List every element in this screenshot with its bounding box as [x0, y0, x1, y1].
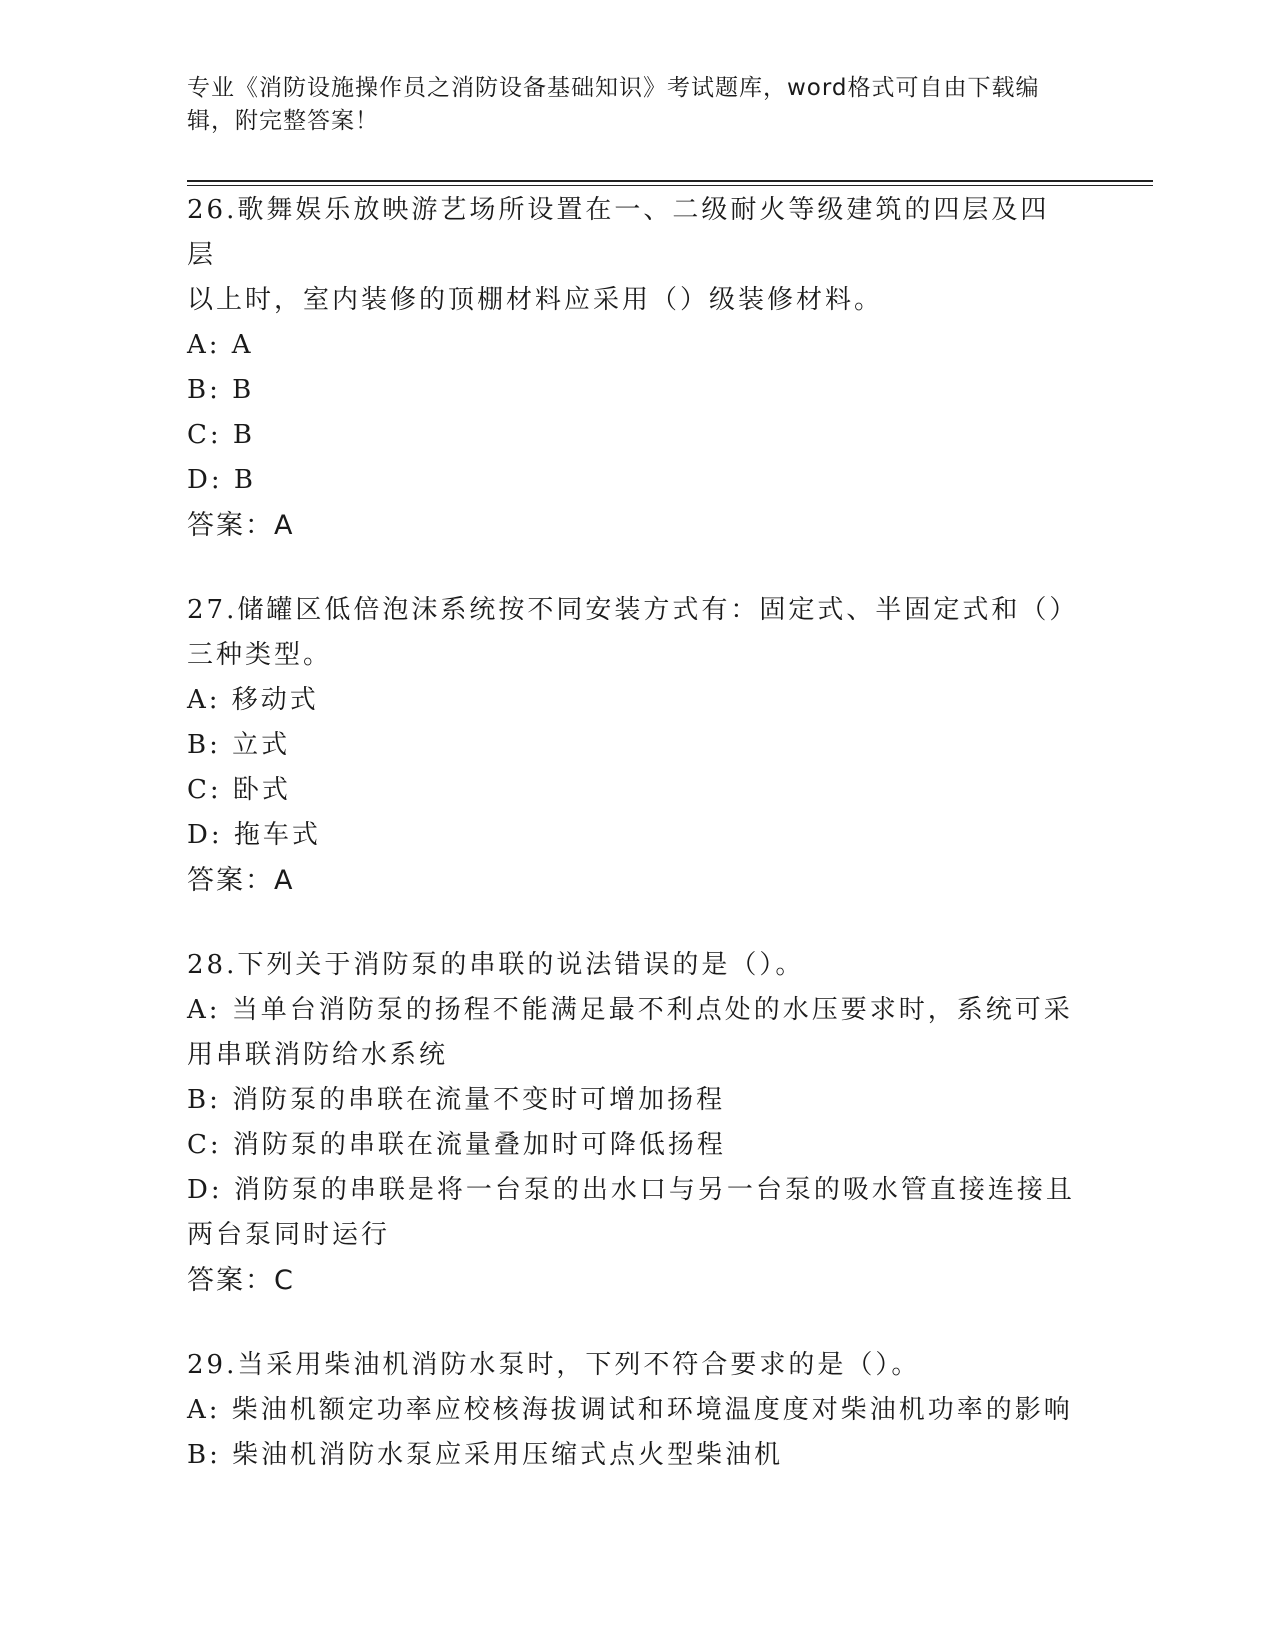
option-c: C: 消防泵的串联在流量叠加时可降低扬程 — [187, 1130, 726, 1160]
option-d: D: 消防泵的串联是将一台泵的出水口与另一台泵的吸水管直接连接且 — [187, 1175, 1075, 1205]
option-a: A: 当单台消防泵的扬程不能满足最不利点处的水压要求时，系统可采 — [187, 995, 1073, 1025]
question-list — [187, 188, 1077, 1518]
option-b: B: 消防泵的串联在流量不变时可增加扬程 — [187, 1085, 726, 1115]
option-c: C: B — [187, 420, 256, 450]
question-stem-line: 以上时，室内装修的顶棚材料应采用（）级装修材料。 — [187, 285, 884, 315]
header-divider-bottom — [187, 185, 1153, 186]
option-a: A: 柴油机额定功率应校核海拔调试和环境温度度对柴油机功率的影响 — [187, 1395, 1073, 1425]
answer-line: 答案：C — [187, 1265, 295, 1296]
question-stem-line: 27.储罐区低倍泡沫系统按不同安装方式有：固定式、半固定式和（） — [187, 595, 1079, 625]
option-a: A: A — [187, 330, 254, 360]
option-d: D: B — [187, 465, 256, 495]
question-stem-line: 29.当采用柴油机消防水泵时，下列不符合要求的是（）。 — [187, 1350, 921, 1380]
option-a: A: 移动式 — [187, 685, 319, 715]
question-stem-line: 三种类型。 — [187, 640, 333, 670]
question-26 — [187, 188, 1077, 548]
option-d: D: 拖车式 — [187, 820, 321, 850]
question-28 — [187, 943, 1077, 1303]
question-27 — [187, 588, 1077, 903]
question-stem-line: 26.歌舞娱乐放映游艺场所设置在一、二级耐火等级建筑的四层及四层 — [187, 195, 1050, 270]
option-b: B: 立式 — [187, 730, 291, 760]
document-header: 专业《消防设施操作员之消防设备基础知识》考试题库，word格式可自由下载编辑，附完整答案！ — [187, 75, 1040, 134]
question-stem-line: 28.下列关于消防泵的串联的说法错误的是（）。 — [187, 950, 805, 980]
answer-line: 答案：A — [187, 510, 295, 541]
option-b: B: B — [187, 375, 255, 405]
option-b: B: 柴油机消防水泵应采用压缩式点火型柴油机 — [187, 1440, 784, 1470]
header-divider-top — [187, 180, 1153, 182]
option-c: C: 卧式 — [187, 775, 291, 805]
option-a-continued: 用串联消防给水系统 — [187, 1040, 449, 1070]
answer-line: 答案：A — [187, 865, 295, 896]
option-d-continued: 两台泵同时运行 — [187, 1220, 391, 1250]
question-29 — [187, 1343, 1077, 1478]
